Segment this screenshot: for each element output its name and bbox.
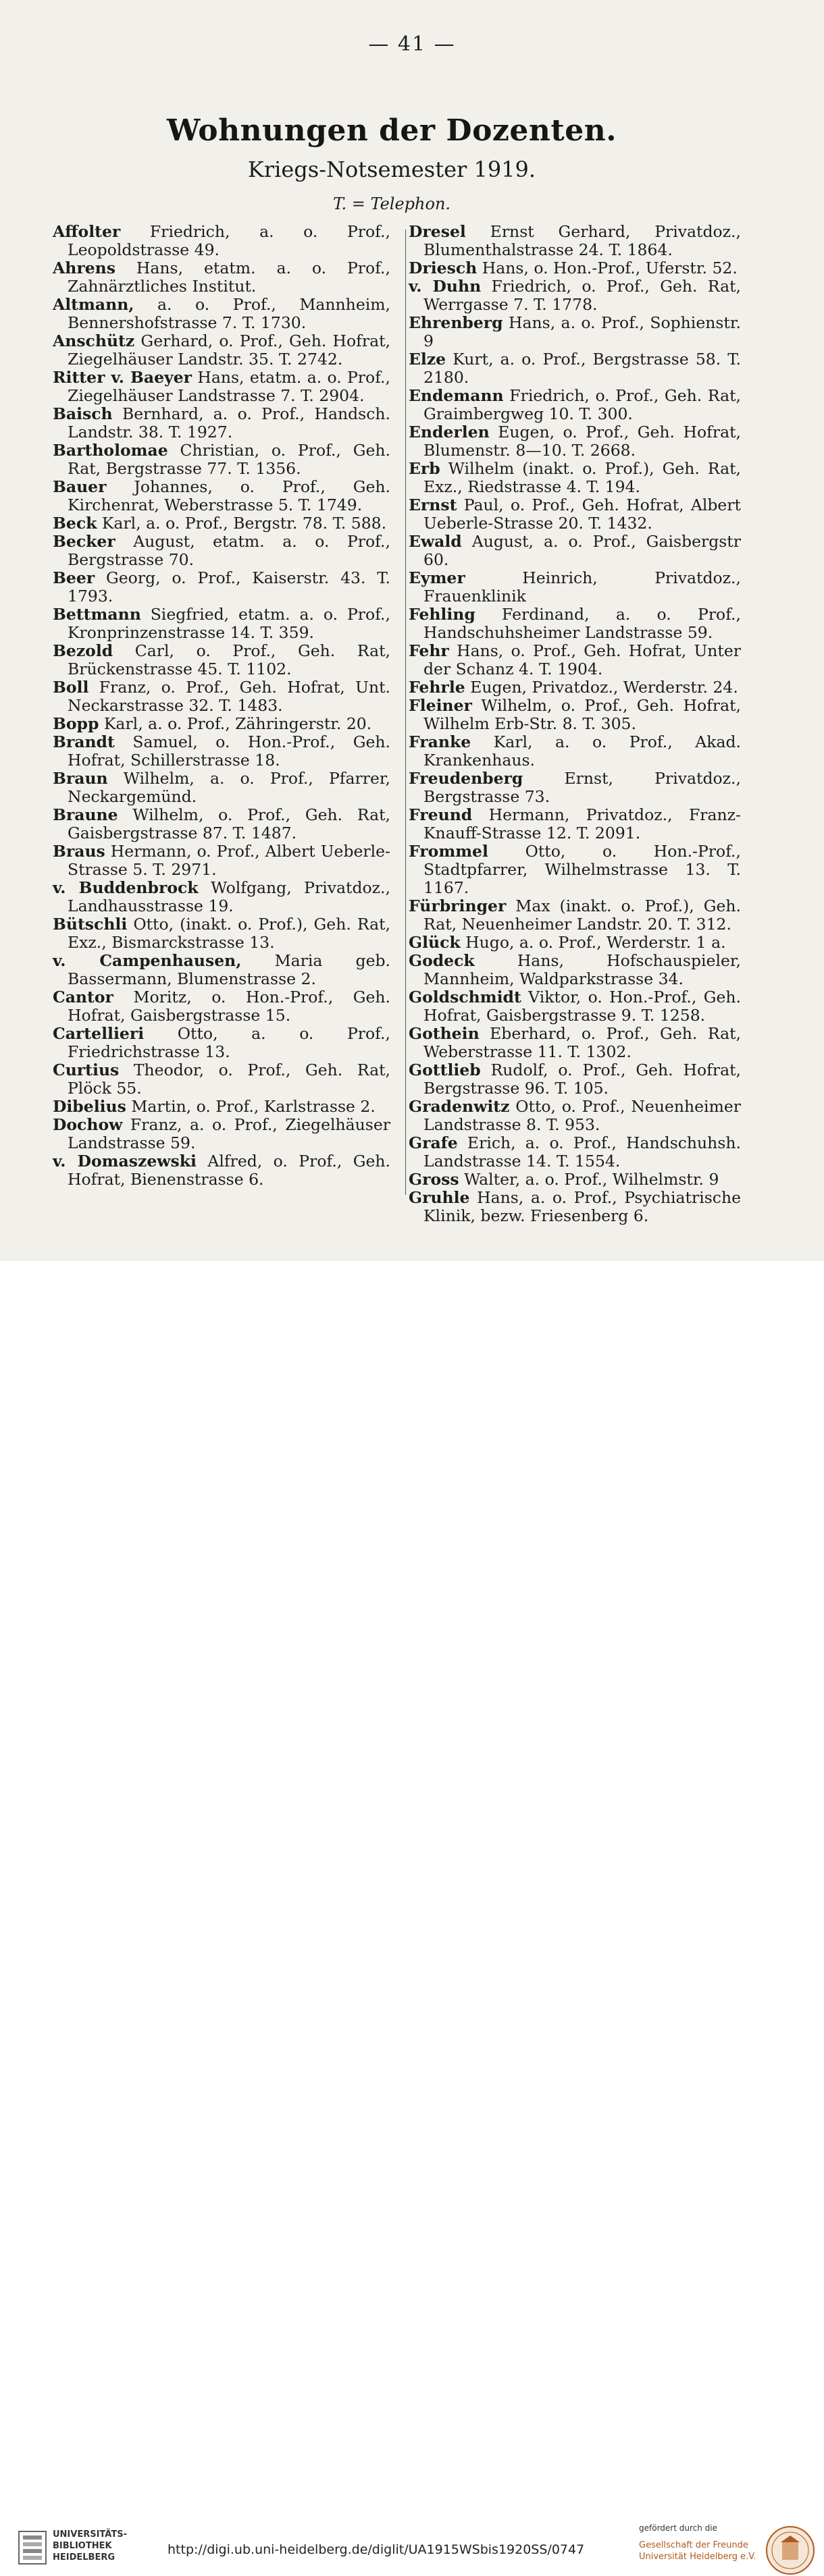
directory-entry bbox=[409, 770, 741, 806]
entry-details: Otto, o. Prof., Neuenheimer Landstrasse 8. T. 953. bbox=[423, 1097, 741, 1134]
entry-details: Gerhard, o. Prof., Geh. Hofrat, Ziegelhäuser Landstr. 35. T. 2742. bbox=[68, 331, 390, 369]
entry-name: Endemann bbox=[409, 386, 504, 405]
directory-entry bbox=[409, 387, 741, 423]
entry-name: v. Duhn bbox=[409, 277, 482, 296]
entry-name: Godeck bbox=[409, 951, 475, 970]
entry-details: Karl, a. o. Prof., Bergstr. 78. T. 588. bbox=[97, 514, 387, 533]
entry-name: Bopp bbox=[53, 714, 99, 733]
entry-name: Bettmann bbox=[53, 605, 141, 624]
directory-entry bbox=[409, 806, 741, 842]
entry-details: Otto, a. o. Prof., Friedrichstrasse 13. bbox=[68, 1024, 390, 1061]
directory-entry bbox=[409, 697, 741, 733]
entry-name: Gottlieb bbox=[409, 1061, 481, 1079]
entry-name: Curtius bbox=[53, 1061, 120, 1079]
university-seal-icon bbox=[765, 2525, 816, 2576]
directory-entry bbox=[53, 514, 390, 533]
entry-name: Gross bbox=[409, 1170, 459, 1189]
entry-details: August, a. o. Prof., Gaisbergstr 60. bbox=[423, 532, 741, 569]
directory-entry bbox=[409, 606, 741, 642]
entry-details: Franz, a. o. Prof., Ziegelhäuser Landstrasse 59. bbox=[68, 1115, 390, 1152]
source-url-link[interactable]: http://digi.ub.uni-heidelberg.de/diglit/UA1915WSbis1920SS/0747 bbox=[168, 2542, 585, 2557]
entry-details: Paul, o. Prof., Geh. Hofrat, Albert Ueberle-Strasse 20. T. 1432. bbox=[423, 495, 741, 533]
directory-entry bbox=[53, 533, 390, 569]
directory-entry bbox=[409, 277, 741, 314]
entry-details: Friedrich, o. Prof., Geh. Rat, Werrgasse 7. T. 1778. bbox=[423, 277, 741, 314]
directory-entry bbox=[409, 934, 741, 952]
directory-entry bbox=[53, 915, 390, 952]
entry-name: Becker bbox=[53, 532, 115, 551]
directory-entry bbox=[409, 733, 741, 770]
entry-details: Hans, a. o. Prof., Psychiatrische Klinik, bezw. Friesenberg 6. bbox=[423, 1188, 741, 1225]
entry-details: Siegfried, etatm. a. o. Prof., Kronprinzenstrasse 14. T. 359. bbox=[68, 605, 390, 642]
column-divider bbox=[405, 230, 406, 1195]
left-column bbox=[53, 223, 390, 1189]
directory-entry bbox=[53, 296, 390, 332]
entry-details: Friedrich, a. o. Prof., Leopoldstrasse 49. bbox=[68, 222, 390, 259]
directory-entry bbox=[409, 1025, 741, 1061]
entry-details: Moritz, o. Hon.-Prof., Geh. Hofrat, Gaisbergstrasse 15. bbox=[68, 988, 390, 1025]
entry-name: Boll bbox=[53, 678, 89, 697]
telephon-note: T. = Telephon. bbox=[332, 194, 451, 213]
entry-details: Theodor, o. Prof., Geh. Rat, Plöck 55. bbox=[68, 1061, 390, 1098]
directory-entry bbox=[409, 952, 741, 988]
page-title: Wohnungen der Dozenten. bbox=[166, 113, 617, 148]
page-subtitle: Kriegs-Notsemester 1919. bbox=[247, 157, 536, 182]
entry-details: Otto, o. Hon.-Prof., Stadtpfarrer, Wilhelmstrasse 13. T. 1167. bbox=[423, 842, 741, 897]
directory-entry bbox=[53, 259, 390, 296]
directory-entry bbox=[53, 1061, 390, 1098]
entry-details: Karl, a. o. Prof., Akad. Krankenhaus. bbox=[423, 732, 741, 770]
entry-name: v. Domaszewski bbox=[53, 1152, 197, 1171]
entry-name: Erb bbox=[409, 459, 440, 478]
entry-details: Wilhelm, o. Prof., Geh. Rat, Gaisbergstrasse 87. T. 1487. bbox=[68, 805, 390, 842]
entry-name: v. Buddenbrock bbox=[53, 878, 199, 897]
directory-entry bbox=[409, 259, 741, 277]
entry-name: Fürbringer bbox=[409, 896, 507, 915]
right-column bbox=[409, 223, 741, 1225]
entry-details: Erich, a. o. Prof., Handschuhsh. Landstrasse 14. T. 1554. bbox=[423, 1133, 741, 1171]
entry-name: Glück bbox=[409, 933, 461, 952]
entry-name: Braun bbox=[53, 769, 108, 788]
entry-details: Rudolf, o. Prof., Geh. Hofrat, Bergstrasse 96. T. 105. bbox=[423, 1061, 741, 1098]
entry-name: Baisch bbox=[53, 404, 113, 423]
entry-name: Freudenberg bbox=[409, 769, 523, 788]
directory-entry bbox=[53, 1116, 390, 1152]
entry-details: Bernhard, a. o. Prof., Handsch. Landstr. 38. T. 1927. bbox=[68, 404, 390, 441]
directory-entry bbox=[409, 223, 741, 259]
entry-details: Franz, o. Prof., Geh. Hofrat, Unt. Neckarstrasse 32. T. 1483. bbox=[68, 678, 390, 715]
entry-name: Dibelius bbox=[53, 1097, 126, 1116]
directory-entry bbox=[53, 369, 390, 405]
entry-name: Ritter v. Baeyer bbox=[53, 368, 192, 387]
directory-entry bbox=[53, 478, 390, 514]
entry-details: Karl, a. o. Prof., Zähringerstr. 20. bbox=[99, 714, 372, 733]
entry-name: Elze bbox=[409, 350, 446, 369]
entry-details: Hugo, a. o. Prof., Werderstr. 1 a. bbox=[460, 933, 726, 952]
entry-name: Cantor bbox=[53, 988, 113, 1007]
entry-details: Martin, o. Prof., Karlstrasse 2. bbox=[126, 1097, 376, 1116]
directory-entry bbox=[409, 1134, 741, 1171]
directory-entry bbox=[53, 806, 390, 842]
entry-name: Gothein bbox=[409, 1024, 480, 1043]
library-name: UNIVERSITÄTS- BIBLIOTHEK HEIDELBERG bbox=[53, 2529, 127, 2562]
directory-entry bbox=[409, 1061, 741, 1098]
sponsor-label: gefördert durch die bbox=[639, 2523, 717, 2533]
entry-details: Max (inakt. o. Prof.), Geh. Rat, Neuenheimer Landstr. 20. T. 312. bbox=[423, 896, 741, 934]
entry-name: Fehr bbox=[409, 641, 449, 660]
directory-entry bbox=[53, 332, 390, 369]
directory-entry bbox=[409, 350, 741, 387]
directory-entry bbox=[409, 678, 741, 697]
directory-entry bbox=[409, 1189, 741, 1225]
entry-details: Wilhelm, o. Prof., Geh. Hofrat, Wilhelm Erb-Str. 8. T. 305. bbox=[423, 696, 741, 733]
directory-entry bbox=[409, 642, 741, 678]
directory-entry bbox=[409, 496, 741, 533]
entry-details: Wilhelm (inakt. o. Prof.), Geh. Rat, Exz., Riedstrasse 4. T. 194. bbox=[423, 459, 741, 496]
entry-name: Enderlen bbox=[409, 423, 490, 441]
entry-name: Beck bbox=[53, 514, 97, 533]
directory-entry bbox=[409, 988, 741, 1025]
entry-details: August, etatm. a. o. Prof., Bergstrasse 70. bbox=[68, 532, 390, 569]
entry-details: Kurt, a. o. Prof., Bergstrasse 58. T. 2180. bbox=[423, 350, 741, 387]
directory-entry bbox=[53, 642, 390, 678]
directory-entry bbox=[53, 678, 390, 715]
entry-name: Ernst bbox=[409, 495, 457, 514]
entry-name: Franke bbox=[409, 732, 471, 751]
entry-name: Fehrle bbox=[409, 678, 465, 697]
entry-details: Christian, o. Prof., Geh. Rat, Bergstrasse 77. T. 1356. bbox=[68, 441, 390, 478]
directory-entry bbox=[409, 569, 741, 606]
directory-entry bbox=[409, 897, 741, 934]
entry-details: Alfred, o. Prof., Geh. Hofrat, Bienenstrasse 6. bbox=[68, 1152, 391, 1189]
entry-name: Dresel bbox=[409, 222, 466, 241]
sponsor-name: Gesellschaft der Freunde Universität Heidelberg e.V. bbox=[639, 2540, 756, 2562]
entry-details: a. o. Prof., Mannheim, Bennershofstrasse 7. T. 1730. bbox=[68, 295, 390, 332]
entry-name: Bütschli bbox=[53, 915, 128, 934]
entry-details: Friedrich, o. Prof., Geh. Rat, Graimbergweg 10. T. 300. bbox=[423, 386, 741, 423]
entry-details: Maria geb. Bassermann, Blumenstrasse 2. bbox=[68, 951, 390, 988]
entry-name: Fleiner bbox=[409, 696, 472, 715]
entry-details: Hans, o. Hon.-Prof., Uferstr. 52. bbox=[477, 259, 738, 277]
entry-name: Altmann, bbox=[53, 295, 134, 314]
footer-bar bbox=[0, 1261, 824, 2562]
entry-details: Eugen, Privatdoz., Werderstr. 24. bbox=[465, 678, 738, 697]
entry-details: Johannes, o. Prof., Geh. Kirchenrat, Weberstrasse 5. T. 1749. bbox=[68, 477, 390, 514]
entry-details: Eberhard, o. Prof., Geh. Rat, Weberstrasse 11. T. 1302. bbox=[423, 1024, 741, 1061]
entry-details: Ferdinand, a. o. Prof., Handschuhsheimer Landstrasse 59. bbox=[423, 605, 741, 642]
entry-name: Driesch bbox=[409, 259, 478, 277]
entry-details: Ernst, Privatdoz., Bergstrasse 73. bbox=[423, 769, 741, 806]
entry-name: Freund bbox=[409, 805, 473, 824]
entry-name: Grafe bbox=[409, 1133, 458, 1152]
directory-entry bbox=[53, 405, 390, 441]
directory-entry bbox=[53, 606, 390, 642]
entry-name: Braune bbox=[53, 805, 118, 824]
entry-name: Gradenwitz bbox=[409, 1097, 510, 1116]
entry-details: Hans, Hofschauspieler, Mannheim, Waldparkstrasse 34. bbox=[423, 951, 741, 988]
entry-name: Ewald bbox=[409, 532, 462, 551]
directory-entry bbox=[53, 1098, 390, 1116]
directory-entry bbox=[409, 842, 741, 897]
entry-name: Frommel bbox=[409, 842, 488, 861]
entry-details: Otto, (inakt. o. Prof.), Geh. Rat, Exz., Bismarckstrasse 13. bbox=[68, 915, 390, 952]
entry-details: Eugen, o. Prof., Geh. Hofrat, Blumenstr. 8—10. T. 2668. bbox=[423, 423, 741, 460]
entry-details: Hermann, o. Prof., Albert Ueberle-Strasse 5. T. 2971. bbox=[68, 842, 390, 879]
entry-details: Georg, o. Prof., Kaiserstr. 43. T. 1793. bbox=[68, 568, 390, 606]
entry-name: Beer bbox=[53, 568, 95, 587]
directory-entry bbox=[53, 1025, 390, 1061]
entry-name: Bezold bbox=[53, 641, 113, 660]
directory-entry bbox=[53, 879, 390, 915]
entry-details: Hans, o. Prof., Geh. Hofrat, Unter der Schanz 4. T. 1904. bbox=[423, 641, 741, 678]
entry-name: Brandt bbox=[53, 732, 115, 751]
entry-details: Heinrich, Privatdoz., Frauenklinik bbox=[423, 568, 741, 606]
entry-details: Walter, a. o. Prof., Wilhelmstr. 9 bbox=[459, 1170, 719, 1189]
university-library-logo bbox=[18, 2530, 47, 2565]
page-number: — 41 — bbox=[368, 32, 456, 56]
entry-name: Goldschmidt bbox=[409, 988, 521, 1007]
scanned-page bbox=[0, 0, 824, 1261]
entry-name: v. Campenhausen, bbox=[53, 951, 242, 970]
entry-name: Bauer bbox=[53, 477, 107, 496]
entry-name: Ehrenberg bbox=[409, 313, 503, 332]
directory-entry bbox=[409, 1171, 741, 1189]
entry-details: Viktor, o. Hon.-Prof., Geh. Hofrat, Gaisbergstrasse 9. T. 1258. bbox=[423, 988, 741, 1025]
directory-entry bbox=[53, 569, 390, 606]
directory-entry bbox=[53, 770, 390, 806]
entry-details: Carl, o. Prof., Geh. Rat, Brückenstrasse 45. T. 1102. bbox=[68, 641, 390, 678]
entry-details: Hans, etatm. a. o. Prof., Ziegelhäuser Landstrasse 7. T. 2904. bbox=[68, 368, 390, 405]
directory-entry bbox=[53, 988, 390, 1025]
directory-entry bbox=[53, 733, 390, 770]
entry-name: Eymer bbox=[409, 568, 465, 587]
directory-entry bbox=[409, 314, 741, 350]
entry-name: Anschütz bbox=[53, 331, 135, 350]
entry-details: Hans, a. o. Prof., Sophienstr. 9 bbox=[423, 313, 741, 350]
directory-entry bbox=[53, 842, 390, 879]
directory-entry bbox=[53, 1152, 390, 1189]
directory-entry bbox=[53, 441, 390, 478]
entry-name: Cartellieri bbox=[53, 1024, 145, 1043]
directory-entry bbox=[409, 533, 741, 569]
directory-entry bbox=[409, 423, 741, 460]
entry-name: Gruhle bbox=[409, 1188, 470, 1207]
entry-details: Wolfgang, Privatdoz., Landhausstrasse 19. bbox=[68, 878, 390, 915]
entry-details: Ernst Gerhard, Privatdoz., Blumenthalstrasse 24. T. 1864. bbox=[423, 222, 741, 259]
directory-entry bbox=[53, 952, 390, 988]
directory-entry bbox=[53, 223, 390, 259]
entry-name: Dochow bbox=[53, 1115, 123, 1134]
entry-details: Wilhelm, a. o. Prof., Pfarrer, Neckargemünd. bbox=[68, 769, 390, 806]
entry-name: Affolter bbox=[53, 222, 121, 241]
entry-details: Hermann, Privatdoz., Franz-Knauff-Strasse 12. T. 2091. bbox=[423, 805, 741, 842]
entry-name: Braus bbox=[53, 842, 105, 861]
entry-name: Bartholomae bbox=[53, 441, 168, 460]
entry-details: Hans, etatm. a. o. Prof., Zahnärztliches Institut. bbox=[68, 259, 390, 296]
directory-entry bbox=[53, 715, 390, 733]
directory-entry bbox=[409, 1098, 741, 1134]
entry-name: Ahrens bbox=[53, 259, 115, 277]
entry-name: Fehling bbox=[409, 605, 475, 624]
entry-details: Samuel, o. Hon.-Prof., Geh. Hofrat, Schillerstrasse 18. bbox=[68, 732, 390, 770]
directory-entry bbox=[409, 460, 741, 496]
